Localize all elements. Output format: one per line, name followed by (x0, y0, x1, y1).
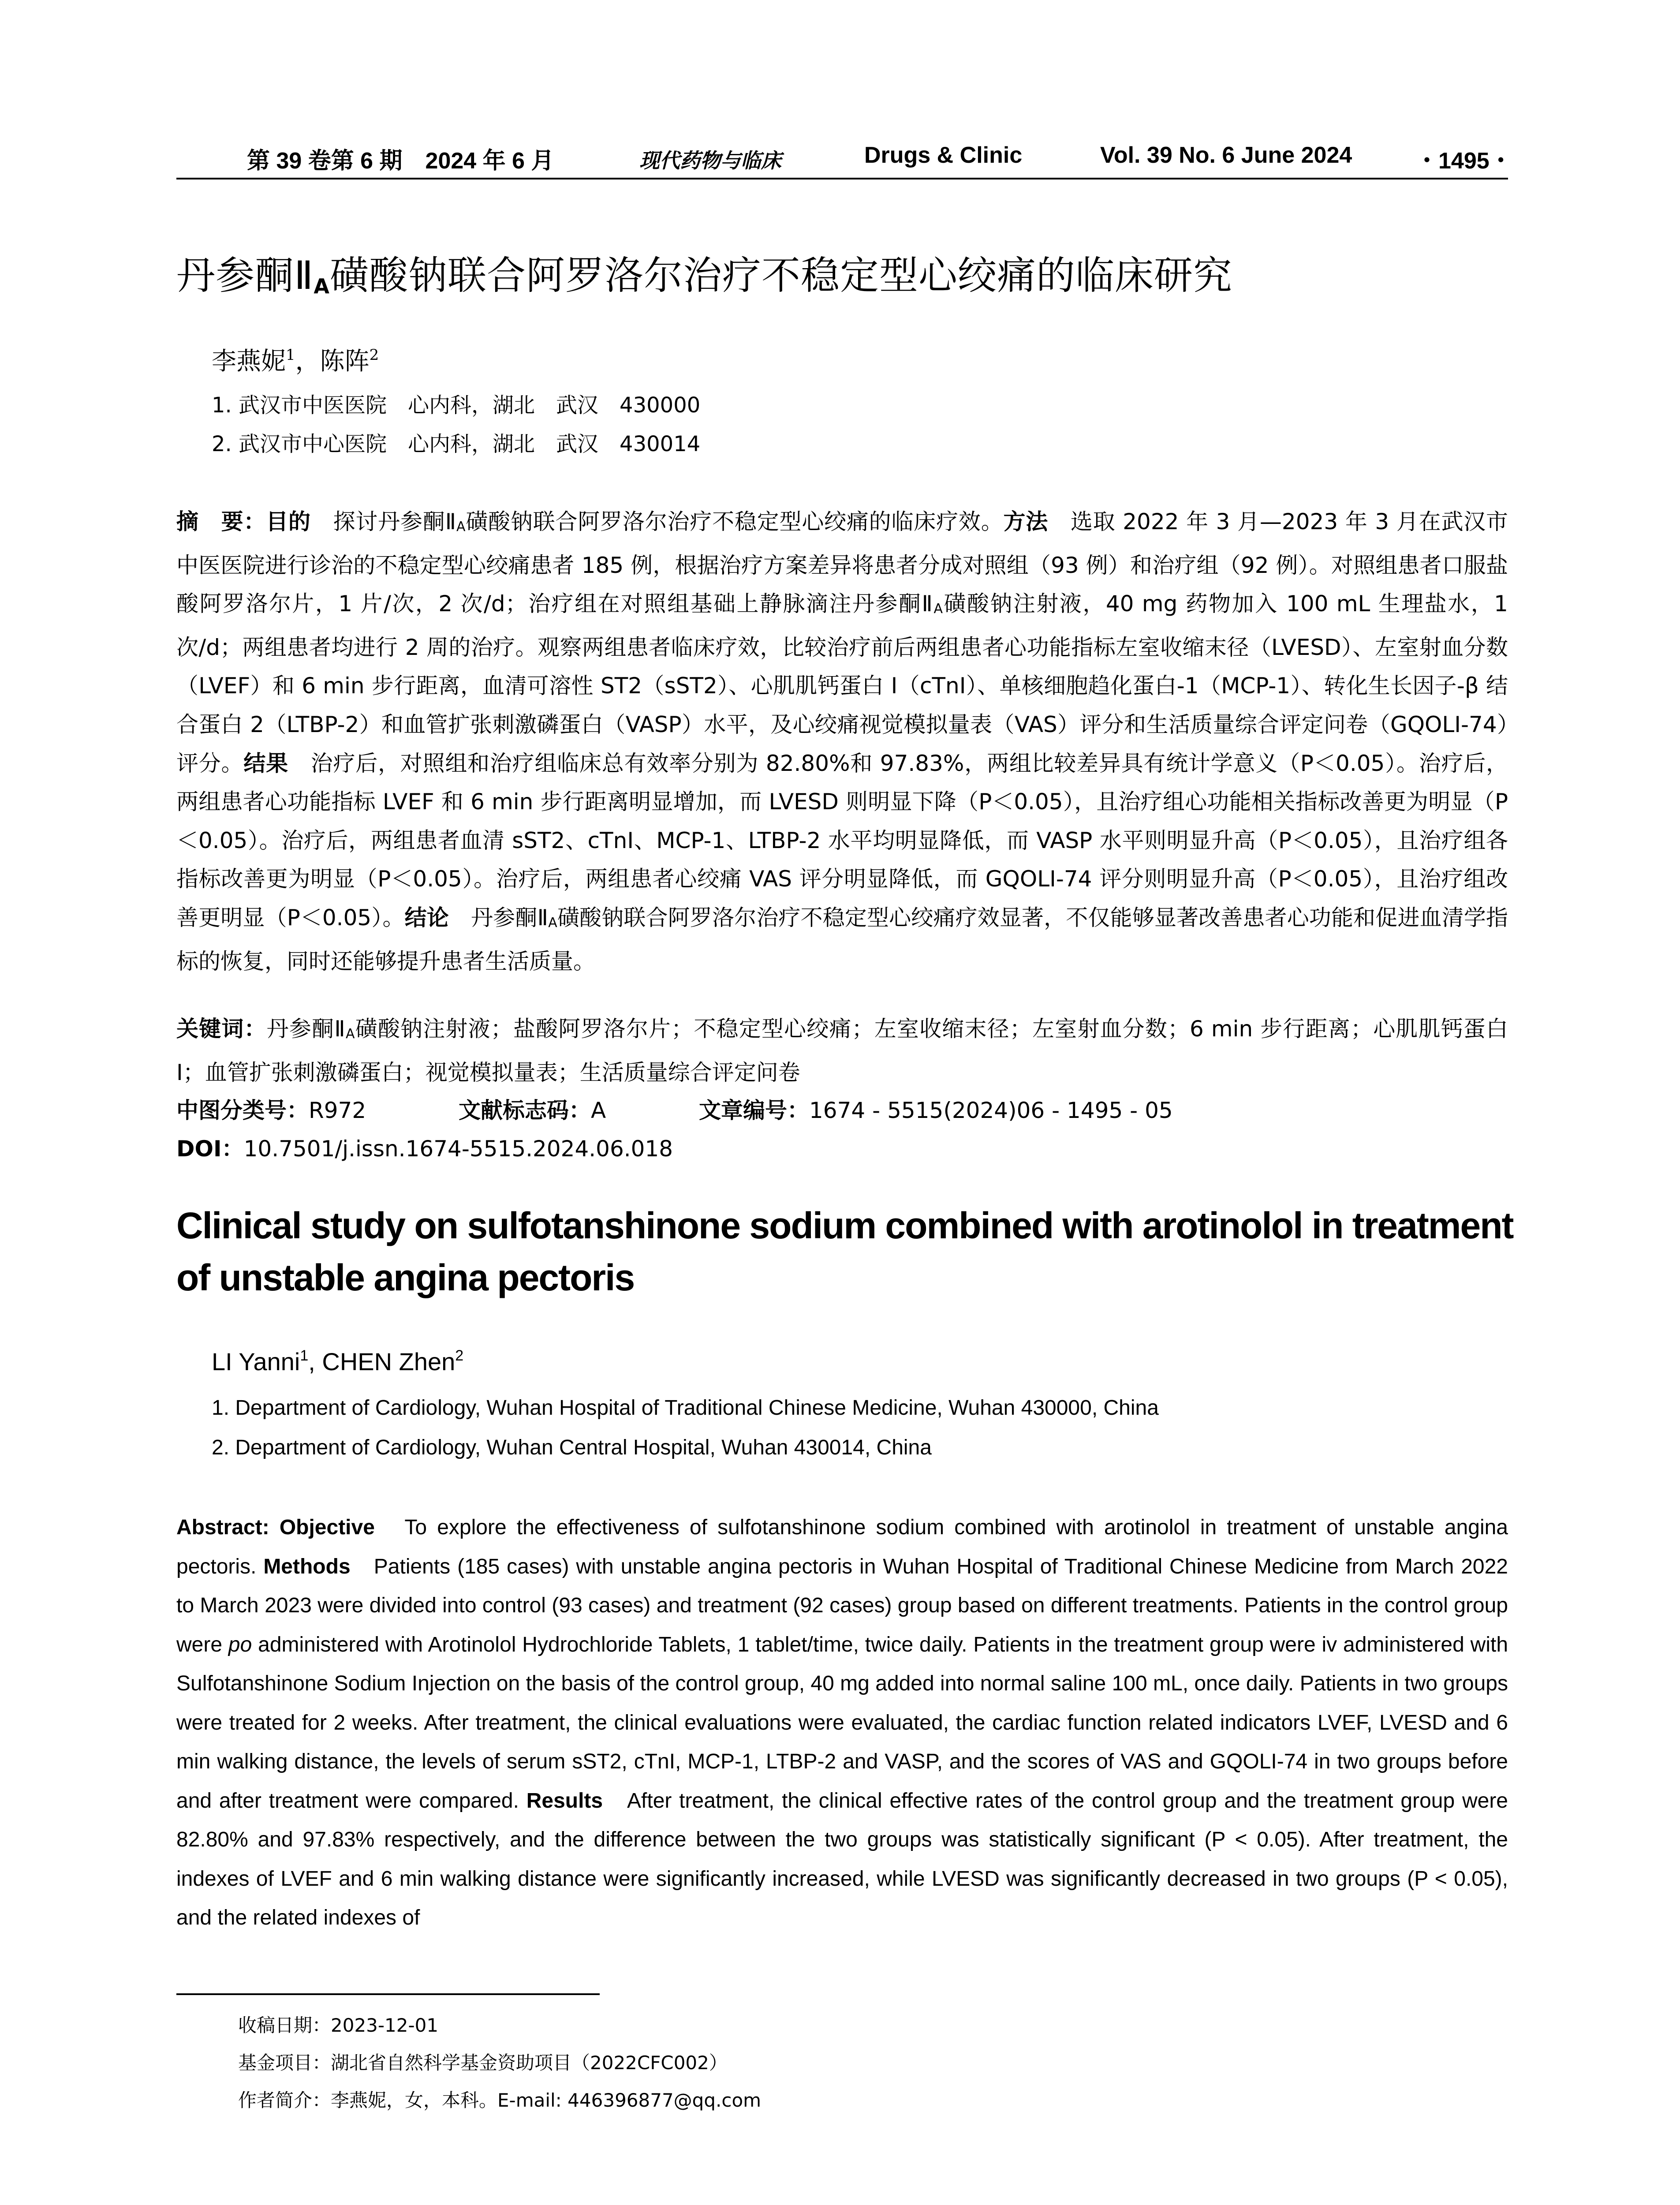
title-cn: 丹参酮$Ⅱ_A$磺酸钠联合阿罗洛尔治疗不稳定型心绞痛的临床研究 (176, 253, 1232, 298)
header-rule (176, 178, 1508, 179)
abstract-cn-label: 摘 要： (176, 509, 266, 534)
authors-cn: 李燕妮$^1$，陈阵$^2$ (212, 346, 379, 376)
classification-line: 中图分类号：R972 文献标志码：A 文章编号：1674 - 5515(2024)06 - 1495 - 05 (176, 1098, 1173, 1123)
footnote-received: 收稿日期：2023-12-01 (238, 2014, 439, 2036)
header-page-number: ・1495・ (1415, 148, 1512, 174)
authors-en: LI Yanni$^1$, CHEN Zhen$^2$ (212, 1347, 464, 1375)
author-cn-1: 李燕妮 (212, 347, 286, 376)
affiliation-en-1: 1. Department of Cardiology, Wuhan Hospital of Traditional Chinese Medicine, Wuhan 430000, China (212, 1396, 1159, 1420)
keywords-cn: 关键词：丹参酮$Ⅱ_A$磺酸钠注射液；盐酸阿罗洛尔片；不稳定型心绞痛；左室收缩末径；左室射血分数；6 min 步行距离；心肌肌钙蛋白 I；血管扩张刺激磷蛋白；视觉模拟量表；生活质量综合评定问卷 (176, 1016, 1508, 1085)
header-issue-cn: 第 39 卷第 6 期 2024 年 6 月 (247, 148, 554, 174)
footnote-funding: 基金项目：湖北省自然科学基金资助项目（2022CFC002） (238, 2052, 728, 2074)
footnote-rule (176, 1993, 600, 1995)
affiliation-cn-1: 1. 武汉市中医医院 心内科，湖北 武汉 430000 (212, 393, 701, 418)
affiliation-en-2: 2. Department of Cardiology, Wuhan Central Hospital, Wuhan 430014, China (212, 1436, 932, 1459)
abstract-cn: 摘 要：目的 探讨丹参酮$Ⅱ_A$磺酸钠联合阿罗洛尔治疗不稳定型心绞痛的临床疗效。方法 选取 2022 年 3 月—2023 年 3 月在武汉市中医医院进行诊治的不稳定型心绞痛患者 185 例，根据治疗方案差异将患者分成对照组（93 例）和治疗组（92 例）。对照组患者口服盐酸阿罗洛尔片，1 片/次，2 次/d；治疗组在对照组基础上静脉滴注丹参酮$Ⅱ_A$磺酸钠注射液，40 mg 药物加入 100 mL 生理盐水，1 次/d；两组患者均进行 2 周的治疗。观察两组患者临床疗效，比较治疗前后两组患者心功能指标左室收缩末径（LVESD）、左室射血分数（LVEF）和 6 min 步行距离，血清可溶性 ST2（sST2）、心肌肌钙蛋白 I（cTnI）、单核细胞趋化蛋白-1（MCP-1）、转化生长因子-β 结合蛋白 2（LTBP-2）和血管扩张刺激磷蛋白（VASP）水平，及心绞痛视觉模拟量表（VAS）评分和生活质量综合评定问卷（GQOLI-74）评分。结果 治疗后，对照组和治疗组临床总有效率分别为 82.80%和 97.83%，两组比较差异具有统计学意义（P＜0.05）。治疗后，两组患者心功能指标 LVEF 和 6 min 步行距离明显增加，而 LVESD 则明显下降（P＜0.05），且治疗组心功能相关指标改善更为明显（P＜0.05）。治疗后，两组患者血清 sST2、cTnI、MCP-1、LTBP-2 水平均明显降低，而 VASP 水平则明显升高（P＜0.05），且治疗组各指标改善更为明显（P＜0.05）。治疗后，两组患者心绞痛 VAS 评分明显降低，而 GQOLI-74 评分则明显升高（P＜0.05），且治疗组改善更明显（P＜0.05）。结论 丹参酮$Ⅱ_A$磺酸钠联合阿罗洛尔治疗不稳定型心绞痛疗效显著，不仅能够显著改善患者心功能和促进血清学指标的恢复，同时还能够提升患者生活质量。 (176, 509, 1508, 974)
author-cn-2: 陈阵 (320, 347, 370, 376)
author-en-1: LI Yanni (212, 1348, 300, 1375)
affiliation-cn-2: 2. 武汉市中心医院 心内科，湖北 武汉 430014 (212, 432, 701, 456)
footnote-author-bio: 作者简介：李燕妮，女，本科。E-mail: 446396877@qq.com (238, 2089, 762, 2111)
header-journal-en: Drugs & Clinic (864, 142, 1023, 168)
header-issue-en: Vol. 39 No. 6 June 2024 (1100, 142, 1352, 168)
header-journal-cn: 现代药物与临床 (639, 149, 781, 172)
title-en: Clinical study on sulfotanshinone sodium combined with arotinolol in treatment of unstable angina pectoris (176, 1205, 1513, 1298)
doi-line: DOI：10.7501/j.issn.1674-5515.2024.06.018 (176, 1136, 673, 1162)
abstract-en: Abstract: Objective To explore the effectiveness of sulfotanshinone sodium combined with arotinolol in treatment of unstable angina pectoris. Methods Patients (185 cases) with unstable angina pectoris in Wuhan Hospital of Traditional Chinese Medicine from March 2022 to March 2023 were divided into control (93 cases) and treatment (92 cases) group based on different treatments. Patients in the control group were po administered with Arotinolol Hydrochloride Tablets, 1 tablet/time, twice daily. Patients in the treatment group were iv administered with Sulfotanshinone Sodium Injection on the basis of the control group, 40 mg added into normal saline 100 mL, once daily. Patients in two groups were treated for 2 weeks. After treatment, the clinical evaluations were evaluated, the cardiac function related indicators LVEF, LVESD and 6 min walking distance, the levels of serum sST2, cTnI, MCP-1, LTBP-2 and VASP, and the scores of VAS and GQOLI-74 in two groups before and after treatment were compared. Results After treatment, the clinical effective rates of the control group and the treatment group were 82.80% and 97.83% respectively, and the difference between the two groups was statistically significant (P < 0.05). After treatment, the indexes of LVEF and 6 min walking distance were significantly increased, while LVESD was significantly decreased in two groups (P < 0.05), and the related indexes of (176, 1516, 1508, 1929)
author-en-2: CHEN Zhen (322, 1348, 455, 1375)
